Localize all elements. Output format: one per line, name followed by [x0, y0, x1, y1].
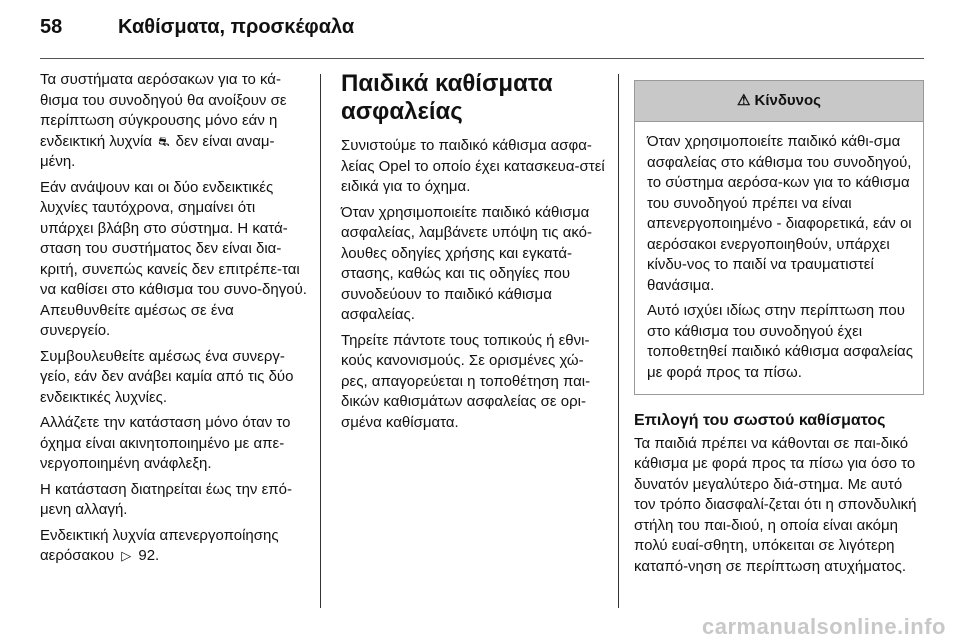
paragraph-rear-facing: Τα παιδιά πρέπει να κάθονται σε παι-δικό κάθισμα με φορά προς τα πίσω για όσο το δυνατόν μεγαλύτερο διά-στημα. Με αυτό τον τρόπο διασφαλί-ζεται ότι η σπονδυλική στήλη του παι-διού, η οποία είναι ακόμη πολύ ευαί-σθητη, υπόκειται σε λιγότερη καταπό-νηση σε περίπτωση ατυχήματος. [634, 434, 917, 575]
paragraph-recommend: Συνιστούμε το παιδικό κάθισμα ασφα-λείας Opel το οποίο έχει κατασκευα-στεί ειδικά για το όχημα. [341, 137, 605, 195]
warning-title: Κίνδυνος [754, 91, 821, 109]
subheading-choose-seat: Επιλογή του σωστού καθίσματος [634, 412, 886, 429]
paragraph-change-status: Αλλάζετε την κατάσταση μόνο όταν το όχημα είναι ακινητοποιημένο με απε-νεργοποιημένη ανάφλεξη. [40, 414, 291, 472]
column-right [634, 80, 924, 582]
airbag-off-indicator-icon: ⛐ [158, 133, 170, 149]
warning-triangle-icon: ⚠ [737, 91, 751, 109]
page-reference-arrow-icon: ▷ [121, 548, 132, 563]
header-divider [40, 58, 924, 59]
column-middle [341, 70, 605, 438]
watermark-text: carmanualsonline.info [702, 614, 946, 639]
page-header [40, 12, 920, 56]
warning-body [635, 122, 923, 394]
page-reference-link[interactable]: 92. [138, 547, 160, 564]
warning-box [634, 80, 924, 395]
column-divider-2 [618, 74, 619, 608]
paragraph-airbag-indicator: Τα συστήματα αερόσακων για το κά-θισμα του συνοδηγού θα ανοίξουν σε περίπτωση σύγκρουσης μόνο εάν η ενδεικτική λυχνία ⛐ δεν είναι αναμ-μένη. [40, 71, 287, 170]
paragraph-no-light: Συμβουλευθείτε αμέσως ένα συνεργ-γείο, εάν δεν ανάβει καμία από τις δύο ενδεικτικές λυχνίες. [40, 347, 294, 406]
footer [0, 612, 960, 642]
paragraph-both-lights: Εάν ανάψουν και οι δύο ενδεικτικές λυχνίες ταυτόχρονα, σημαίνει ότι υπάρχει βλάβη στο σύστημα. Η κατά-σταση του συστήματος δεν είναι δια-κριτή, συνεπώς κανείς δεν επιτρέπε-ται να καθίσει στο κάθισμα του συνο-δηγού. Απευθυνθείτε αμέσως σε ένα συνεργείο. [40, 178, 307, 339]
column-divider-1 [320, 74, 321, 608]
column-left [40, 70, 308, 572]
section-title-child-seats: Παιδικά καθίσματα ασφαλείας [341, 70, 553, 125]
paragraph-regulations: Τηρείτε πάντοτε τους τοπικούς ή εθνι-κούς κανονισμούς. Σε ορισμένες χώ-ρες, απαγορεύεται η τοποθέτηση παι-δικών καθισμάτων ασφαλείας σε ορι-σμένα καθίσματα. [341, 331, 591, 431]
page-number: 58 [40, 16, 63, 38]
paragraph-status-kept: Η κατάσταση διατηρείται έως την επό-μενη αλλαγή. [40, 480, 292, 518]
paragraph-instructions: Όταν χρησιμοποιείτε παιδικό κάθισμα ασφαλείας, λαμβάνετε υπόψη τις ακό-λουθες οδηγίες χρήσης και εγκατά-στασης, καθώς και τις οδηγίες που συνοδεύουν το παιδικό κάθισμα ασφαλείας. [341, 203, 593, 323]
warning-paragraph-2: Αυτό ισχύει ιδίως στην περίπτωση που στο κάθισμα του συνοδηγού έχει τοποθετηθεί παιδικό κάθισμα ασφαλείας με φορά προς τα πίσω. [647, 302, 913, 381]
warning-header [635, 81, 923, 122]
warning-paragraph-1: Όταν χρησιμοποιείτε παιδικό κάθι-σμα ασφαλείας στο κάθισμα του συνοδηγού, το σύστημα αερόσα-κων για το κάθισμα του συνοδηγού πρέπει να είναι απενεργοποιημένο - διαφορετικά, εάν οι αερόσακοι ενεργοποιηθούν, υπάρχει κίνδυ-νος το παιδί να τραυματιστεί θανάσιμα. [647, 133, 912, 294]
paragraph-reference: Ενδεικτική λυχνία απενεργοποίησης αερόσακου ▷ 92. [40, 526, 279, 564]
page-title: Καθίσματα, προσκέφαλα [118, 16, 355, 38]
